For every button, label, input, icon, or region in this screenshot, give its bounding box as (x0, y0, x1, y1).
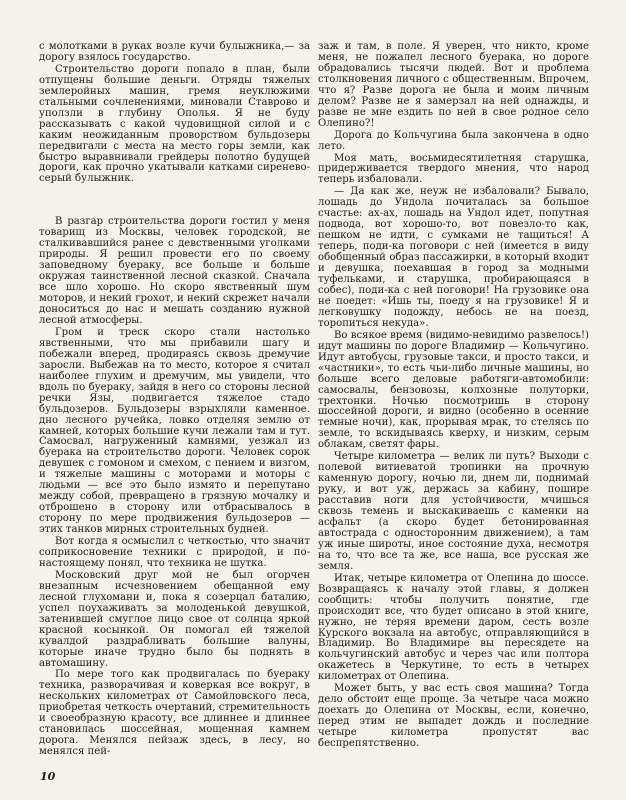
paragraph: с молотками в руках возле кучи булыжника,— за дорогу взялось государство. (39, 41, 310, 63)
paragraph: Четыре километра — велик ли путь? Выходи с полевой витиеватой тропинки на прочную каменную дорогу, ночью ли, днем ли, поднимай руку, и вот уж, держась за кабину, пошире расставив ноги для устойчивости, мчишься сквозь темень и выскакиваешь с каменки на асфальт (а скоро будет бетонированная автострада с односторонним движением), а там уж иные широты, иное состояние духа, несмотря на то, что все та же, все наша, все русская же земля. (318, 451, 589, 572)
paragraph: По мере того как продвигалась по буераку техника, разворачивая и коверкая все вокруг, в нескольких километрах от Самойловского леса, приобретая четкость очертаний, стремительность и своеобразную красоту, все длиннее и длиннее становилась шоссейная, мощенная камнем дорога. Менялся пейзаж здесь, в лесу, но менялся пей- (39, 669, 310, 758)
page-number: 10 (40, 770, 56, 783)
paragraph: Строительство дороги попало в план, были отпущены большие деньги. Отряды тяжелых землеройных машин, гремя неуклюжими стальными сочленениями, миновали Ставрово и уползли в глубину Ополья. Я не буду рассказывать с какой чудовищной силой и с каким неожиданным проворством бульдозеры передвигали с места на место горы земли, как быстро выравнивали грейдеры полотно будущей дороги, как прочно укатывали катками сиренево-серый булыжник. (39, 63, 310, 185)
paragraph: заж и там, в поле. Я уверен, что никто, кроме меня, не пожалел лесного буерака, но дороге обрадовались тысячи людей. Вот и проблема столкновения личного с общественным. Впрочем, что я? Разве дорога не была и моим личным делом? Разве не я замерзал на ней однажды, и разве не мне ездить по ней в свое родное село Олепино?! (318, 41, 589, 129)
paragraph: — Да как же, неуж не избаловали? Бывало, лошадь до Ундола почиталась за большое счастье: ах-ах, лошадь на Ундол идет, попутная подвода, вот хорошо-то, вот повезло-то как, пешком не идти, с сумками не тащиться! А теперь, поди-ка поговори с ней (имеется в виду обобщенный образ пассажирки, в который входит и девушка, поехавшая в город за модными туфельками, и старушка, пробирающаяся в собес), поди-ка с ней поговори! На грузовике она не поедет: «Ишь ты, поеду я на грузовике! Я и легковушку подожду, небось не на поезд, торопиться некуда». (318, 186, 589, 329)
paragraph: Гром и треск скоро стали настолько явственными, что мы прибавили шагу и побежали вперед, продираясь сквозь дремучие заросли. Выбежав на то место, которое я считал наиболее глухим и дремучим, мы увидели, что вдоль по буераку, зайдя в него со стороны лесной речки Язы, подвигается тяжелое стадо бульдозеров. Бульдозеры взрыхляли каменное. дно лесного ручейка, ловко отделяя землю от камней, которых большие кучи лежали там и тут. Самосвал, нагруженный камнями, уезжал из буерака на строительство дороги. Человек сорок девушек с гомоном и смехом, с пением и визгом, и тяжелые машины с моторами и моторы с людьми — все это было измято и перепутано между собой, превращено в грязную мочалку и отброшено в сторону или отбрасывалось в сторону по мере продвижения бульдозеров — этих танков мирных строительных будней. (39, 326, 310, 536)
right-column (318, 42, 589, 751)
section-break (39, 186, 310, 216)
paragraph: Во всякое время (видимо-невидимо развелось!) идут машины по дороге Владимир — Кольчугино. Идут автобусы, грузовые такси, и просто такси, и «частники», то есть чьи-либо личные машины, но больше всего деловые работяги-автомобили: самосвалы, бензовозы, колхозные полуторки, трехтонки. Ночью посмотришь в сторону шоссейной дороги, и видно (особенно в осенние темные ночи), как, прорывая мрак, то стелясь по земле, то вскидываясь кверху, и низким, серым облакам, светят фары. (318, 329, 589, 451)
paragraph: Вот когда я осмыслил с четкостью, что значит соприкосновение техники с природой, и по-настоящему понял, что техника не шутка. (39, 536, 310, 569)
paragraph: Московский друг мой не был огорчен внезапным исчезновением обещанной ему лесной глухомани и, пока я созерцал баталию, успел поухаживать за молоденькой девушкой, затенившей смуглое лицо свое от солнца яркой красной косынкой. Он помогал ей тяжелой кувалдой раздрабливать большие валуны, которые иначе трудно было бы поднять в автомашину. (39, 569, 310, 669)
paragraph: Итак, четыре километра от Олепина до шоссе. Возвращаясь к началу этой главы, я должен сообщить: чтобы получить понятие, где происходит все, что будет описано в этой книге, нужно, не теряя времени даром, сесть возле Курского вокзала на автобус, отправляющийся в Владимир. Во Владимире вы пересядете на кольчугинский автобус и через час или полтора окажетесь в Черкутине, то есть в четырех километрах от Олепина. (318, 572, 589, 683)
paragraph: Может быть, у вас есть своя машина? Тогда дело обстоит еще проще. За четыре часа можно доехать до Олепина от Москвы, если, конечно, перед этим не выпадет дождь и последние четыре километра пропустят вас беспрепятственно. (318, 683, 589, 750)
paragraph: Моя мать, восьмидесятилетняя старушка, придерживается твердого мнения, что народ теперь избаловали. (318, 152, 589, 186)
paragraph: В разгар строительства дороги гостил у меня товарищ из Москвы, человек городской, не сталкивавшийся ранее с девственными уголками природы. Я решил провести его по своему заповедному буераку, все больше и больше окружая таинственной лесной сказкой. Сначала все шло хорошо. Но скоро явственный шум моторов, и некий грохот, и некий скрежет начали доноситься до нас и мешать созданию нужной лесной атмосферы. (39, 216, 310, 326)
paragraph: Дорога до Кольчугина была закончена в одно лето. (318, 129, 589, 152)
left-column (39, 42, 310, 759)
